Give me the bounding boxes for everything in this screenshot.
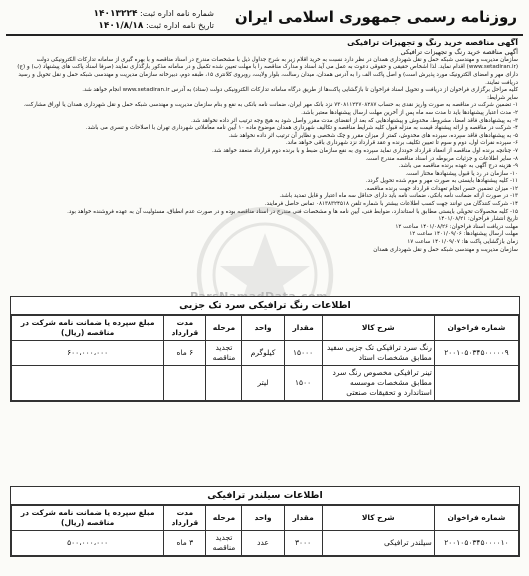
notice-paragraph: مهلت دریافت اسناد فراخوان: ۱۴۰۱/۰۸/۲۶ ساعت ۱۲ <box>395 223 518 230</box>
registration-meta <box>14 8 214 32</box>
notice-paragraph: کلیه مراحل برگزاری فراخوان از دریافت و تحویل اسناد فراخوان تا بازگشایی پاکت‌ها از طریق درگاه سامانه تدارکات الکترونیکی دولت (ستاد) به آدرس www.setadiran.ir انجام خواهد شد. <box>82 87 518 94</box>
issue-number: ۱۴۰۱۳۲۲۴ <box>93 9 138 19</box>
table1-header-cell: مقدار <box>284 316 322 341</box>
table-cell: ۶ ماه <box>164 341 206 366</box>
table-row <box>12 341 519 366</box>
notice-paragraph: ۱۲- میزان تضمین حسن انجام تعهدات قرارداد جهت برنده مناقصه. <box>364 185 518 192</box>
table1-header-cell: واحد <box>242 316 284 341</box>
notice-paragraph: ۱۰- سازمان در رد یا قبول پیشنهادها مختار است. <box>405 170 518 177</box>
cylinder-info-table <box>10 486 520 557</box>
notice-paragraph: ۱۳- در صورت ارائه ضمانت نامه بانکی، ضمانت نامه باید دارای حداقل سه ماه اعتبار و قابل تمدید باشد. <box>279 193 518 200</box>
table-cell: ۲۰۰۱۰۵۰۳۴۵۰۰۰۰۱۰ <box>434 531 518 556</box>
table2-header-row <box>12 506 519 531</box>
table1-header-cell: شماره فراخوان <box>434 316 518 341</box>
table-cell: کیلوگرم <box>242 341 284 366</box>
table2-header-cell: شماره فراخوان <box>434 506 518 531</box>
table2-header-cell: مقدار <box>284 506 322 531</box>
table-cell: تینر ترافیکی مخصوص رنگ سرد مطابق مشخصات موسسه استاندارد و تحقیقات صنعتی <box>322 366 434 401</box>
table1-header-cell: شرح کالا <box>322 316 434 341</box>
notice-paragraph: ۱۵- کلیه محصولات تحویلی بایستی مطابق با استاندارد، ضوابط فنی، آیین نامه ها و مشخصات فنی مندرج در اسناد مناقصه بوده و در صورت عدم انطباق، مسئولیت آن به عهده فروشنده خواهد بود. <box>67 208 518 215</box>
table-cell: ۳ ماه <box>164 531 206 556</box>
notice-paragraph: تاریخ انتشار فراخوان: ۱۴۰۱/۰۸/۲۱ <box>438 216 518 223</box>
table-cell <box>164 366 206 401</box>
table2-header-cell: مبلغ سپرده یا ضمانت نامه شرکت در مناقصه (ریال) <box>12 506 164 531</box>
notice-paragraph: سازمان مدیریت و مهندسی شبکه حمل و نقل شهرداری همدان <box>373 246 518 253</box>
notice-paragraph: سازمان مدیریت و مهندسی شبکه حمل و نقل شهرداری همدان در نظر دارد نسبت به خرید اقلام زیر به شرح جداول ذیل با مشخصات مندرج در اسناد مناقصه و با بهره گیری از سامانه تدارکات الکترونیکی دولت (www.setadiran.ir) اقدام نماید. لذا اشخاص حقیقی و حقوقی دعوت به عمل می آید اسناد و مدارک مناقصه را با مهلت تعیین شده تکمیل و در سامانه مذکور بارگذاری نمایند (صرفا اسناد پاکت های پیشنهاد (ب) و (ج) دارای مهر و امضای الکترونیک مورد پذیرش است) و اصل پاکت الف را به آدرس همدان، میدان رسالت، بلوار ولایت، روبروی کلانتری ۱۵، طبقه دوم، دبیرخانه سازمان مدیریت و مهندسی شبکه حمل و نقل تحویل و رسید دریافت نمایند. <box>17 56 518 86</box>
table1-header-cell: مدت قرارداد <box>164 316 206 341</box>
table-cell <box>12 366 164 401</box>
table-cell: عدد <box>242 531 284 556</box>
newspaper-title: روزنامه رسمی جمهوری اسلامی ایران <box>234 8 517 26</box>
table-cell: لیتر <box>242 366 284 401</box>
table-cell <box>206 366 242 401</box>
table-cell: ۱۵۰۰ <box>284 366 322 401</box>
notice-paragraph: سایر شرایط: <box>487 94 518 101</box>
table2-header-cell: واحد <box>242 506 284 531</box>
table1-header-cell: مرحله <box>206 316 242 341</box>
notice-paragraph: ۸- سایر اطلاعات و جزئیات مربوطه در اسناد مناقصه مندرج است. <box>365 155 518 162</box>
issue-label: شماره نامه اداره ثبت: <box>140 9 214 18</box>
table2-header-cell: مدت قرارداد <box>164 506 206 531</box>
table-cell: ۵۰۰،۰۰۰،۰۰۰ <box>12 531 164 556</box>
notice-paragraph: زمان بازگشایی پاکت ها: ۱۴۰۱/۰۹/۰۷ ساعت ۱۷ <box>407 239 518 246</box>
notice-paragraph: ۹- هزینه درج آگهی به عهده برنده مناقصه می باشد. <box>398 163 518 170</box>
notice-paragraph: ۳- به پیشنهادهای فاقد امضا، مشروط، مخدوش و پیشنهادهایی که بعد از انقضای مدت مقرر واصل شود به هیچ وجه ترتیب اثر داده نخواهد شد. <box>191 117 518 124</box>
notice-title: آگهی مناقصه خرید رنگ و تجهیزات ترافیکی <box>347 38 518 47</box>
notice-paragraph: ۷- چنانچه برنده اول مناقصه از انعقاد قرارداد خودداری نماید سپرده وی به نفع سازمان ضبط و با برنده دوم قرارداد منعقد خواهد شد. <box>212 147 518 154</box>
table-cell: ۲۰۰۱۰۵۰۳۴۵۰۰۰۰۰۹ <box>434 341 518 366</box>
notice-paragraph: ۴- شرکت در مناقصه و ارائه پیشنهاد قیمت به منزله قبول کلیه شرایط مناقصه و تکالیف شهرداری همدان موضوع ماده ۱۰ آیین نامه معاملاتی شهرداری تهران با اصلاحات و تسری می باشد. <box>85 125 518 132</box>
notice-paragraph: ۱۴- شرکت کنندگان می توانند جهت کسب اطلاعات بیشتر با شماره تلفن ۰۸۱۳۸۳۲۴۵۱۸ تماس حاصل فرمایند. <box>264 201 518 208</box>
paint-info-table <box>10 296 520 402</box>
notice-paragraph: ۱۱- کلیه پیشنهادها بایستی به صورت مهر و موم شده تحویل گردد. <box>365 178 518 185</box>
table-cell: تجدید مناقصه <box>206 531 242 556</box>
table-cell: ۱۵۰۰۰ <box>284 341 322 366</box>
table-cell: سیلندر ترافیکی <box>322 531 434 556</box>
issue-line <box>14 8 214 20</box>
table-cell: رنگ سرد ترافیکی تک جزیی سفید مطابق مشخصات استاد <box>322 341 434 366</box>
table1-header-cell: مبلغ سپرده یا ضمانت نامه شرکت در مناقصه (ریال) <box>12 316 164 341</box>
table-cell: ۳۰۰۰ <box>284 531 322 556</box>
table-cell: ۶۰۰،۰۰۰،۰۰۰ <box>12 341 164 366</box>
notice-paragraph: ۶- سپرده نفرات اول، دوم و سوم تا تعیین تکلیف برنده و عقد قرارداد نزد شهرداری باقی خواهد ماند. <box>285 140 518 147</box>
table1-title: اطلاعات رنگ ترافیکی سرد تک جزیی <box>11 297 519 315</box>
notice-subtitle: آگهی مناقصه خرید رنگ و تجهیزات ترافیکی <box>400 48 518 56</box>
table2-title: اطلاعات سیلندر ترافیکی <box>11 487 519 505</box>
notice-paragraph: مهلت ارسال پیشنهادها: ۱۴۰۱/۰۹/۰۶ ساعت ۱۲ <box>409 231 518 238</box>
notice-paragraph: ۱- تضمین شرکت در مناقصه به صورت واریز نقدی به حساب ۷۳۰۸۱۱۲۳۷۰۸۲۸۷ نزد بانک مهر ایران، ضمانت نامه بانکی به نفع و بنام سازمان مدیریت و مهندسی شبکه حمل و نقل شهرداری همدان یا اوراق مشارکت. <box>23 102 518 109</box>
table-cell: تجدید مناقصه <box>206 341 242 366</box>
table-cell <box>434 366 518 401</box>
notice-paragraph: ۵- به پیشنهادهای فاقد سپرده، سپرده های مخدوش، کمتر از میزان مقرر و چک شخصی و نظایر آن ترتیب اثر داده نخواهد شد. <box>228 132 518 139</box>
table-row <box>12 531 519 556</box>
newspaper-header <box>6 4 523 36</box>
table2-header-cell: شرح کالا <box>322 506 434 531</box>
table2-header-cell: مرحله <box>206 506 242 531</box>
date-value: ۱۴۰۱/۸/۱۸ <box>98 21 144 31</box>
date-label: تاریخ نامه اداره ثبت: <box>145 21 214 30</box>
notice-paragraph: ۲- مدت اعتبار پیشنهادها باید تا مدت سه ماه پس از آخرین مهلت ارسال پیشنهادها معتبر باشد. <box>301 109 518 116</box>
table1-header-row <box>12 316 519 341</box>
date-line <box>14 20 214 32</box>
table-row <box>12 366 519 401</box>
